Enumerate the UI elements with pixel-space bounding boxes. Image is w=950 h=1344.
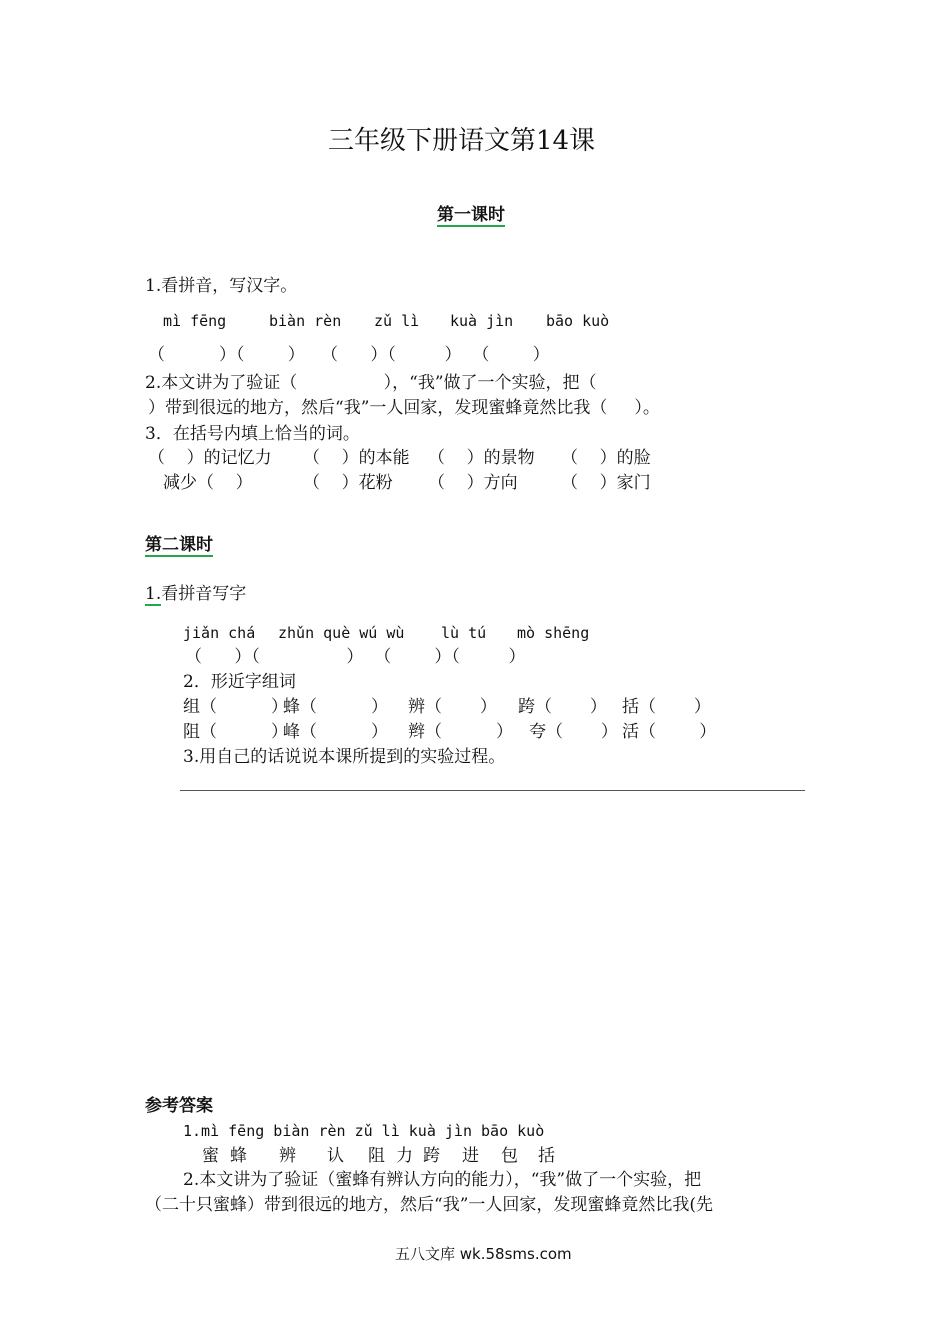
word-item: 峰（ ） bbox=[283, 722, 389, 742]
word-item: 阻（ ） bbox=[183, 722, 289, 742]
fill-item: （ ）花粉 bbox=[303, 473, 393, 493]
word-item: 跨（ ） bbox=[518, 697, 607, 717]
pinyin-item: bāo kuò bbox=[546, 312, 610, 330]
lesson1-q2-line1: 2.本文讲为了验证（ ），“我”做了一个实验，把（ bbox=[145, 373, 597, 393]
pinyin-item: zǔ lì bbox=[374, 312, 420, 330]
lesson2-q1-text: 看拼音写字 bbox=[161, 584, 247, 604]
answer-char: 蜜 bbox=[202, 1146, 219, 1166]
word-item: 组（ ） bbox=[183, 697, 289, 717]
lesson2-q1 bbox=[145, 586, 246, 603]
pinyin-item: jiǎn chá bbox=[183, 624, 256, 642]
fill-item: （ ）家门 bbox=[561, 473, 651, 493]
fill-item: 减少（ ） bbox=[163, 473, 253, 493]
answer-line bbox=[180, 790, 805, 791]
answer-char: 跨 bbox=[423, 1146, 440, 1166]
fill-item: （ ）的记忆力 bbox=[148, 448, 272, 468]
answer-char: 阻 bbox=[368, 1146, 385, 1166]
lesson2-q1-number: 1. bbox=[145, 584, 162, 604]
lesson1-q1: 1.看拼音，写汉字。 bbox=[145, 276, 298, 296]
pinyin-item: mò shēng bbox=[517, 624, 590, 642]
answer-blanks: （ ）（ ） （ ）（ ） （ ） bbox=[148, 345, 550, 365]
fill-item: （ ）的本能 bbox=[303, 448, 410, 468]
word-item: 辫（ ） bbox=[408, 722, 514, 742]
word-item: 活（ ） bbox=[622, 722, 717, 742]
page-title: 三年级下册语文第14课 bbox=[328, 126, 596, 156]
answer-2-line2: （二十只蜜蜂）带到很远的地方，然后“我”一人回家，发现蜜蜂竟然比我(先 bbox=[145, 1195, 714, 1215]
lesson1-q3: 3．在括号内填上恰当的词。 bbox=[145, 424, 360, 444]
answer-2-line1: 2.本文讲为了验证（蜜蜂有辨认方向的能力），“我”做了一个实验，把 bbox=[183, 1170, 702, 1190]
fill-item: （ ）的景物 bbox=[428, 448, 535, 468]
pinyin-item: kuà jìn bbox=[450, 312, 514, 330]
answer-char: 包 bbox=[501, 1146, 518, 1166]
fill-item: （ ）的脸 bbox=[561, 448, 651, 468]
lesson1-heading: 第一课时 bbox=[437, 205, 505, 225]
answer-blanks: （ ）（ ） （ ）（ ） bbox=[185, 647, 526, 667]
answer-char: 蜂 bbox=[230, 1146, 247, 1166]
answer-char: 辨 bbox=[279, 1146, 296, 1166]
answer-char: 括 bbox=[538, 1146, 555, 1166]
answer-char: 力 bbox=[396, 1146, 413, 1166]
pinyin-item: zhǔn què wú wù bbox=[278, 624, 405, 642]
lesson2-heading: 第二课时 bbox=[145, 535, 213, 555]
fill-item: （ ）方向 bbox=[428, 473, 518, 493]
word-item: 蜂（ ） bbox=[283, 697, 389, 717]
answer-1-pinyin: 1.mì fēng biàn rèn zǔ lì kuà jìn bāo kuò bbox=[183, 1122, 545, 1140]
pinyin-item: biàn rèn bbox=[269, 312, 342, 330]
word-item: 夸（ ） bbox=[529, 722, 618, 742]
word-item: 括（ ） bbox=[622, 697, 711, 717]
word-item: 辨（ ） bbox=[408, 697, 497, 717]
pinyin-item: mì fēng bbox=[163, 312, 227, 330]
footer-watermark: 五八文库 wk.58sms.com bbox=[395, 1245, 572, 1263]
answers-heading: 参考答案 bbox=[145, 1096, 213, 1116]
lesson2-q3: 3.用自己的话说说本课所提到的实验过程。 bbox=[183, 747, 506, 767]
lesson2-q2: 2．形近字组词 bbox=[183, 672, 296, 692]
pinyin-item: lù tú bbox=[441, 624, 487, 642]
answer-char: 认 bbox=[327, 1146, 344, 1166]
lesson1-q2-line2: ）带到很远的地方，然后“我”一人回家，发现蜜蜂竟然比我（ ）。 bbox=[148, 398, 660, 418]
answer-char: 进 bbox=[462, 1146, 479, 1166]
